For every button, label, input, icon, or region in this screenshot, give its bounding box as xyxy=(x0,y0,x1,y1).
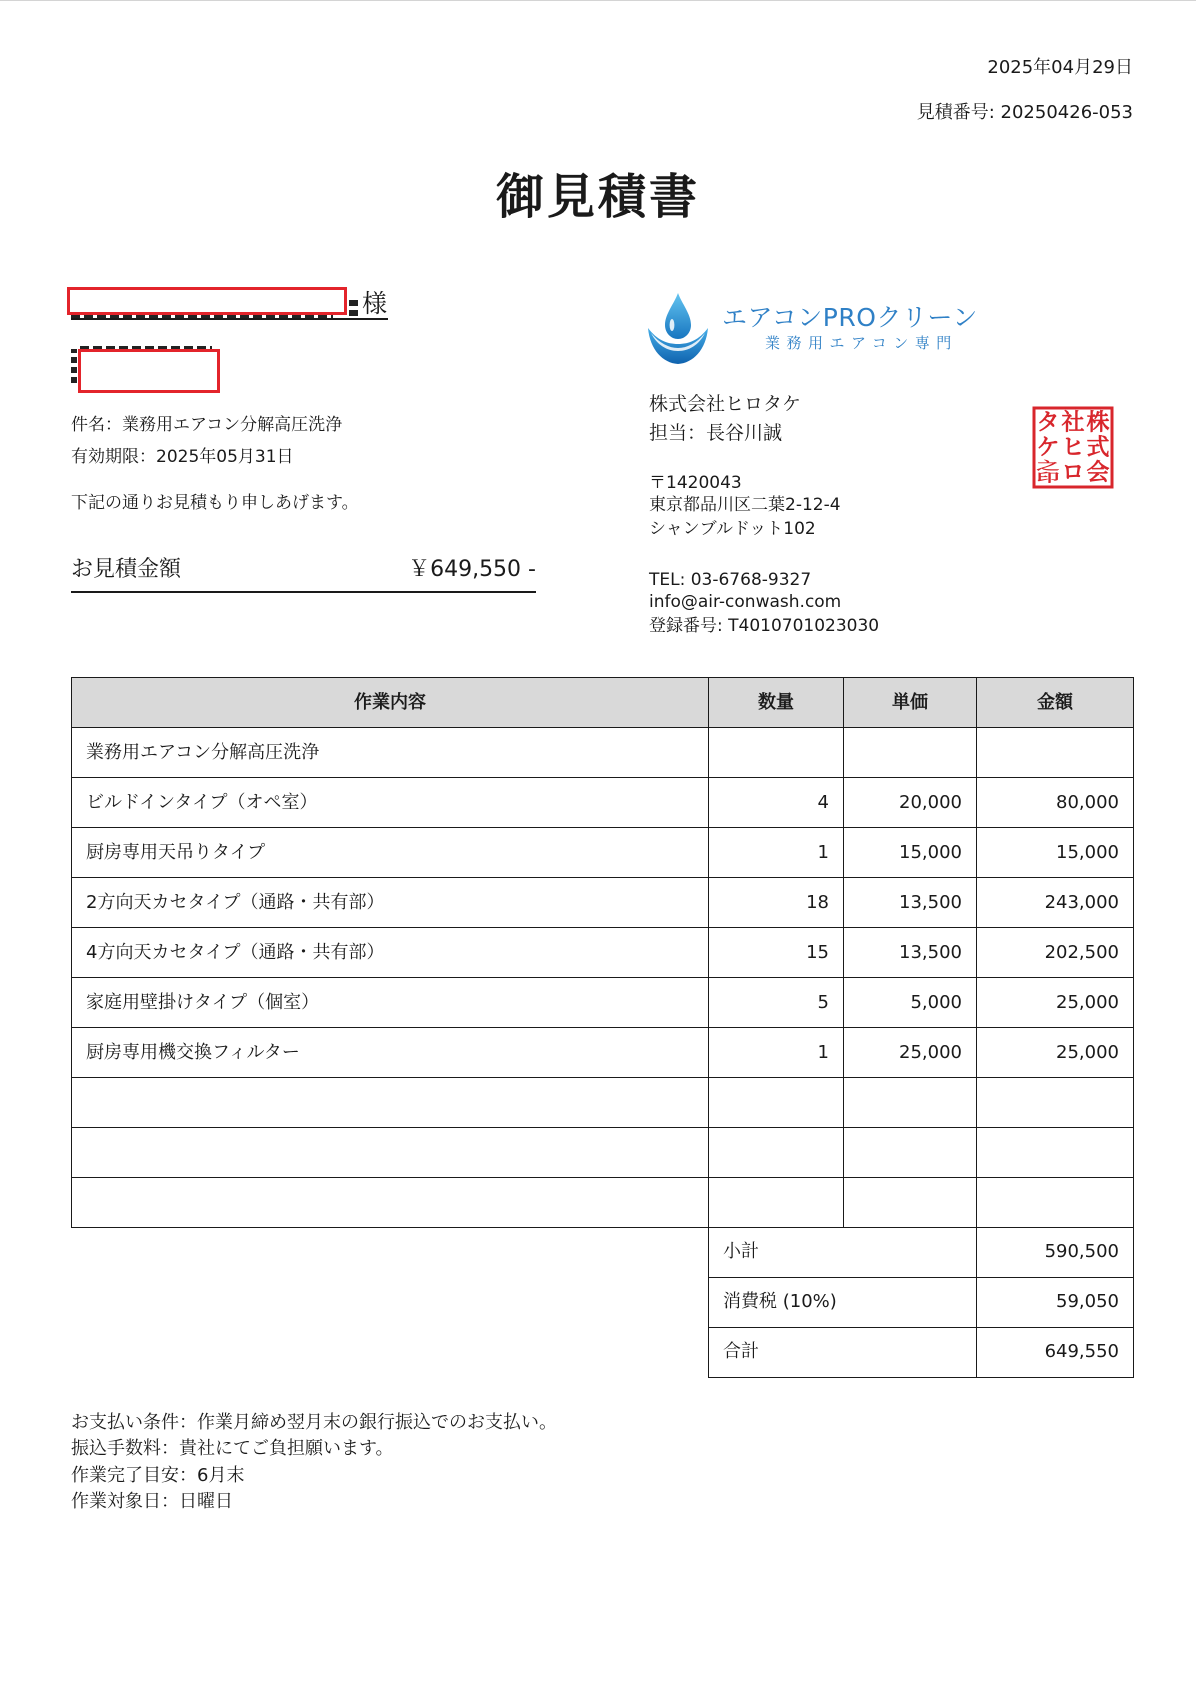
item-amount: 25,000 xyxy=(977,978,1134,1028)
item-amount: 202,500 xyxy=(977,928,1134,978)
item-unit-price: 5,000 xyxy=(844,978,977,1028)
table-row xyxy=(72,978,1134,1028)
item-amount: 243,000 xyxy=(977,878,1134,928)
table-header-row xyxy=(72,678,1134,728)
estimate-total-underline xyxy=(71,591,536,593)
subtotal-row xyxy=(709,1227,1134,1277)
tax-value: 59,050 xyxy=(977,1277,1134,1327)
empty-cell xyxy=(977,1078,1134,1128)
table-row-empty xyxy=(72,1178,1134,1228)
header-quantity: 数量 xyxy=(709,678,844,728)
header-unit-price: 単価 xyxy=(844,678,977,728)
intro-text: 下記の通りお見積もり申しあげます。 xyxy=(71,493,359,513)
item-description: 厨房専用機交換フィルター xyxy=(72,1028,709,1078)
stamp-character: ロ xyxy=(1061,458,1085,486)
customer-detail-redaction-box xyxy=(78,349,220,393)
issue-date: 2025年04月29日 xyxy=(987,57,1133,78)
stamp-character: ケ xyxy=(1036,433,1060,461)
estimate-total-label: お見積金額 xyxy=(71,557,182,582)
estimate-number-label: 見積番号: xyxy=(916,102,995,123)
note-work-day: 作業対象日：日曜日 xyxy=(71,1490,233,1512)
empty-cell xyxy=(72,1178,709,1228)
item-description: 厨房専用天吊りタイプ xyxy=(72,828,709,878)
empty-cell xyxy=(709,1128,844,1178)
stamp-character: タ xyxy=(1036,408,1060,436)
empty-cell xyxy=(709,1178,844,1228)
estimate-total-value: ￥649,550 - xyxy=(408,557,536,582)
item-unit-price: 25,000 xyxy=(844,1028,977,1078)
totals-table xyxy=(708,1227,1134,1378)
brand-name: エアコンPROクリーン xyxy=(722,303,978,332)
table-row-empty xyxy=(72,1128,1134,1178)
estimate-number: 20250426-053 xyxy=(1000,102,1133,123)
empty-cell xyxy=(844,1178,977,1228)
item-quantity: 15 xyxy=(709,928,844,978)
item-description: 家庭用壁掛けタイプ（個室） xyxy=(72,978,709,1028)
item-amount: 25,000 xyxy=(977,1028,1134,1078)
stamp-character: 式 xyxy=(1086,433,1110,461)
note-completion-target: 作業完了目安：6月末 xyxy=(71,1464,245,1486)
registration-number: 登録番号: T4010701023030 xyxy=(649,616,880,636)
customer-honorific: 様 xyxy=(362,289,388,318)
customer-name-underline xyxy=(71,318,388,320)
grand-total-label: 合計 xyxy=(709,1327,977,1377)
tax-row xyxy=(709,1277,1134,1327)
item-quantity: 5 xyxy=(709,978,844,1028)
table-row xyxy=(72,778,1134,828)
redacted-text-fragment xyxy=(349,300,358,316)
document-title: 御見積書 xyxy=(495,169,700,225)
table-row xyxy=(72,878,1134,928)
stamp-character: 社 xyxy=(1061,408,1085,436)
empty-cell xyxy=(977,1128,1134,1178)
stamp-character: 会 xyxy=(1086,458,1110,486)
item-description: 4方向天カセタイプ（通路・共有部） xyxy=(72,928,709,978)
empty-cell xyxy=(72,1078,709,1128)
tax-label: 消費税 (10%) xyxy=(709,1277,977,1327)
item-quantity: 1 xyxy=(709,1028,844,1078)
item-quantity: 18 xyxy=(709,878,844,928)
item-quantity: 1 xyxy=(709,828,844,878)
redacted-text-fragment xyxy=(71,349,77,383)
table-row xyxy=(72,928,1134,978)
item-description: 2方向天カセタイプ（通路・共有部） xyxy=(72,878,709,928)
subject: 件名：業務用エアコン分解高圧洗浄 xyxy=(71,415,343,435)
brand-tagline: 業務用エアコン専門 xyxy=(765,334,958,352)
validity-date: 有効期限：2025年05月31日 xyxy=(71,447,294,467)
estimate-total xyxy=(71,556,536,584)
item-description: 業務用エアコン分解高圧洗浄 xyxy=(72,728,709,778)
note-transfer-fee: 振込手数料：貴社にてご負担願います。 xyxy=(71,1438,394,1460)
stamp-character: 印 xyxy=(1036,471,1060,485)
empty-cell xyxy=(709,1078,844,1128)
item-amount: 15,000 xyxy=(977,828,1134,878)
postal-code: 〒1420043 xyxy=(649,473,742,493)
line-items-table xyxy=(71,677,1134,1228)
payment-notes xyxy=(71,1410,557,1515)
subtotal-value: 590,500 xyxy=(977,1227,1134,1277)
estimate-number-line xyxy=(917,102,1133,124)
estimate-table-area xyxy=(71,677,1133,1378)
note-payment-terms: お支払い条件：作業月締め翌月末の銀行振込でのお支払い。 xyxy=(71,1412,557,1433)
header-description: 作業内容 xyxy=(72,678,709,728)
company-seal-stamp xyxy=(1032,406,1114,489)
stamp-character: 之 xyxy=(1036,459,1060,473)
table-row xyxy=(72,728,1134,778)
subtotal-label: 小計 xyxy=(709,1227,977,1277)
customer-name-redaction-box xyxy=(67,287,347,315)
empty-cell xyxy=(977,1178,1134,1228)
stamp-character: 株 xyxy=(1086,408,1110,436)
item-unit-price: 13,500 xyxy=(844,878,977,928)
item-quantity: 4 xyxy=(709,778,844,828)
item-quantity xyxy=(709,728,844,778)
item-unit-price: 20,000 xyxy=(844,778,977,828)
stamp-character: ヒ xyxy=(1061,433,1085,461)
item-amount: 80,000 xyxy=(977,778,1134,828)
email-address: info@air-conwash.com xyxy=(649,592,842,612)
address-line-1: 東京都品川区二葉2-12-4 xyxy=(649,495,841,515)
table-row-empty xyxy=(72,1078,1134,1128)
empty-cell xyxy=(72,1128,709,1178)
water-drop-icon xyxy=(647,292,709,365)
contact-person: 担当：長谷川誠 xyxy=(649,422,783,444)
grand-total-value: 649,550 xyxy=(977,1327,1134,1377)
empty-cell xyxy=(844,1078,977,1128)
empty-cell xyxy=(844,1128,977,1178)
item-unit-price xyxy=(844,728,977,778)
item-unit-price: 13,500 xyxy=(844,928,977,978)
table-row xyxy=(72,1028,1134,1078)
item-unit-price: 15,000 xyxy=(844,828,977,878)
grand-total-row xyxy=(709,1327,1134,1377)
header-amount: 金額 xyxy=(977,678,1134,728)
item-description: ビルドインタイプ（オペ室） xyxy=(72,778,709,828)
table-row xyxy=(72,828,1134,878)
phone-number: TEL: 03-6768-9327 xyxy=(649,570,812,590)
address-line-2: シャンブルドット102 xyxy=(649,519,816,539)
item-amount xyxy=(977,728,1134,778)
company-name: 株式会社ヒロタケ xyxy=(649,393,802,415)
